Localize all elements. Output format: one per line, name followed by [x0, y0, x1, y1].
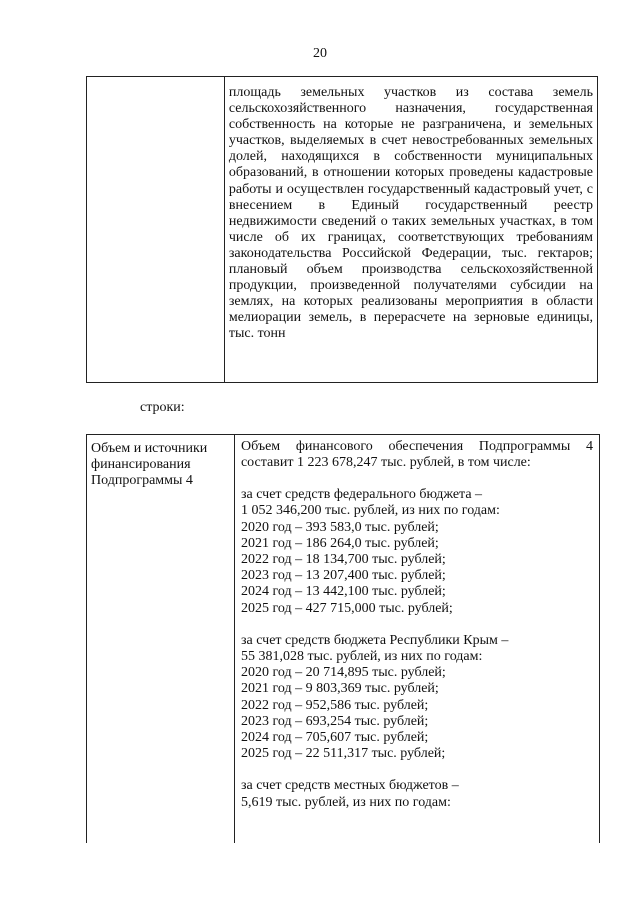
- list-item: 2021 год – 186 264,0 тыс. рублей;: [240, 535, 439, 551]
- table-row: [87, 77, 598, 383]
- list-item: 2021 год – 9 803,369 тыс. рублей;: [240, 681, 439, 697]
- list-item: 2022 год – 18 134,700 тыс. рублей;: [240, 552, 446, 567]
- list-item: 2020 год – 20 714,895 тыс. рублей;: [240, 665, 446, 681]
- federal-budget-block: [241, 487, 593, 617]
- list-item: 2025 год – 22 511,317 тыс. рублей;: [240, 746, 446, 762]
- crimea-budget-block: [241, 633, 593, 763]
- list-item: 2025 год – 427 715,000 тыс. рублей;: [240, 600, 453, 616]
- local-budget-block: [241, 778, 593, 810]
- table-cell-left: [87, 77, 225, 383]
- federal-total: 1 052 346,200 тыс. рублей, из них по годам:: [240, 503, 500, 519]
- table-cell-label: [87, 435, 235, 844]
- page-number: 20: [313, 46, 327, 61]
- label-stroki: строки:: [140, 400, 185, 415]
- local-title: за счет средств местных бюджетов –: [240, 778, 459, 794]
- crimea-total: 55 381,028 тыс. рублей, из них по годам:: [240, 649, 483, 665]
- list-item: 2023 год – 693,254 тыс. рублей;: [240, 713, 429, 729]
- crimea-title: за счет средств бюджета Республики Крым –: [240, 632, 509, 648]
- list-item: 2024 год – 705,607 тыс. рублей;: [240, 730, 429, 746]
- table-cell-right: [224, 77, 597, 383]
- table-financing: [86, 434, 600, 843]
- list-item: 2024 год – 13 442,100 тыс. рублей;: [240, 584, 446, 600]
- table-previous-rows: [86, 76, 598, 383]
- financing-label: Объем и источники финансирования Подпрограммы 4: [91, 441, 208, 488]
- list-item: 2023 год – 13 207,400 тыс. рублей;: [240, 568, 446, 584]
- local-total: 5,619 тыс. рублей, из них по годам:: [240, 794, 451, 810]
- financing-intro: Объем финансового обеспечения Подпрограммы 4 составит 1 223 678,247 тыс. рублей, в том числе:: [240, 439, 593, 471]
- list-item: 2022 год – 952,586 тыс. рублей;: [240, 697, 429, 713]
- table-cell-content: [234, 435, 599, 844]
- indicators-text: площадь земельных участков из состава земель сельскохозяйственного назначения, государственная собственность на которые не разграничена, и земельных участков, выделяемых в счет невостребованных земельных долей, находящихся в собственности муниципальных образований, в отношении которых проведены кадастровые работы и осуществлен государственный кадастровый учет, с внесением в Единый государственный реестр недвижимости сведений о таких земельных участках, в том числе об их границах, соответствующих требованиям законодательства Российской Федерации, тыс. гектаров; плановый объем производства сельскохозяйственной продукции, произведенной получателями субсидии на землях, на которых реализованы мероприятия в области мелиорации земель, в перерасчете на зерновые единицы, тыс. тонн: [228, 85, 593, 342]
- list-item: 2020 год – 393 583,0 тыс. рублей;: [240, 519, 439, 535]
- federal-title: за счет средств федерального бюджета –: [240, 487, 483, 503]
- table-row: [87, 435, 600, 844]
